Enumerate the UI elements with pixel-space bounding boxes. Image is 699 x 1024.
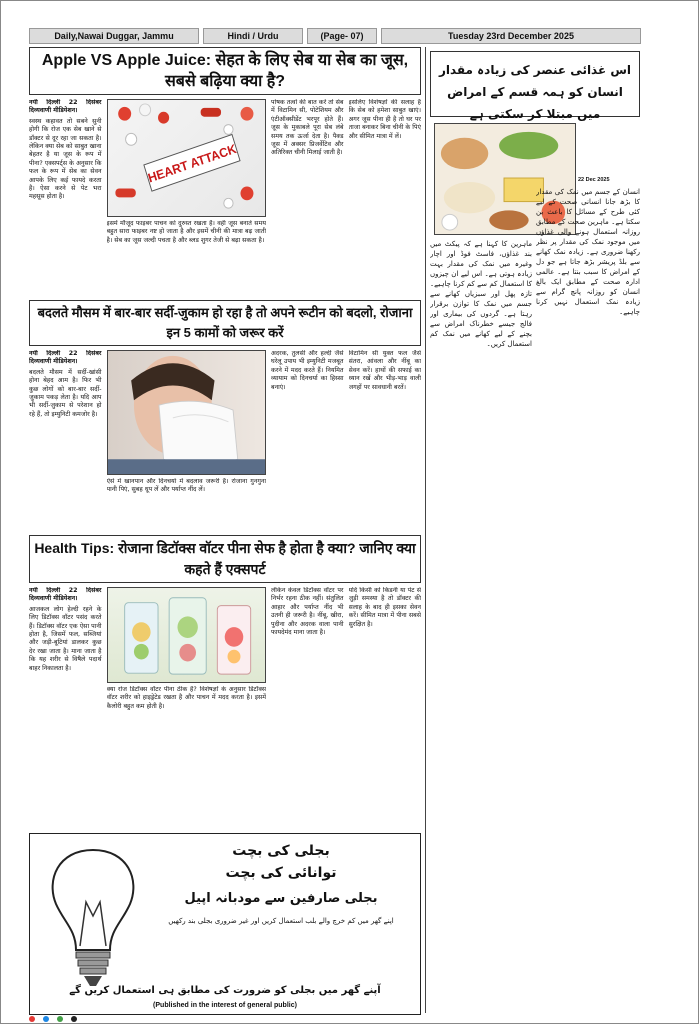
article-text: पोषक तत्वों की बात करें तो सेब में विटामिन सी, पोटेशियम और एंटीऑक्सीडेंट भरपूर होते हैं। जूस के मुकाबले पूरा सेब लंबे समय तक ऊर्जा देता है। पैक्ड जूस में अक्सर प्रिजर्वेटिव और अतिरिक्त चीनी मिलाई जाती है। — [271, 99, 344, 157]
title-english: Apple VS Apple Juice: — [41, 52, 212, 69]
right-urdu-column — [425, 47, 643, 1013]
dot-blue — [43, 1016, 49, 1022]
dateline: नयी दिल्ली 22 दिसंबर दिव्यवाणी मीडियेशन। — [29, 587, 102, 603]
urdu-text-left: ماہرین کا کہنا ہے کہ پیکٹ میں بند غذاؤں، فاسٹ فوڈ اور اچار وغیرہ میں نمک کی مقدار بہت زیادہ ہوتی ہے۔ اس لیے ان چیزوں کا استعمال کم سے کم کرنا چاہیے۔ تازہ پھل اور سبزیاں کھانے سے جسم میں نمک کا توازن برقرار رہتا ہے۔ گردوں کی بیماری اور فالج جیسے خطرناک امراض سے بچنے کے لیے کھانے میں نمک کم استعمال کریں۔ — [430, 240, 532, 348]
urdu-text-right: انسان کے جسم میں نمک کی مقدار کا بڑھ جانا انسانی صحت کے لیے کئی طرح کے مسائل کا باعث بن سکتا ہے۔ ماہرین صحت کے مطابق روزانہ استعمال ہونے والی غذاؤں میں موجود نمک کی مقدار پر نظر رکھنا ضروری ہے۔ زیادہ نمک کھانے سے بلڈ پریشر بڑھ جاتا ہے جو دل کے امراض کا سبب بنتا ہے۔ عالمی ادارہ صحت کے مطابق ایک بالغ انسان کو روزانہ پانچ گرام سے زیادہ نمک استعمال نہیں کرنا چاہیے۔ — [536, 188, 640, 316]
light-bulb-icon — [38, 842, 148, 992]
article-text: ऐसे में खानपान और दिनचर्या में बदलाव जरूरी है। रोजाना गुनगुना पानी पिएं, सुबह धूप लें और पर्याप्त नींद लें। — [106, 478, 266, 494]
sneezing-child-image — [107, 350, 267, 475]
language-label: Hindi / Urdu — [203, 28, 303, 44]
article-detox — [29, 535, 421, 825]
article-apple — [29, 47, 421, 295]
heart-attack-label: HEART ATTACK — [145, 141, 238, 186]
page-header — [29, 28, 641, 44]
article-text: यदि किसी को किडनी या पेट से जुड़ी समस्या है तो डॉक्टर की सलाह के बाद ही इसका सेवन करें। सीमित मात्रा में पीना सबसे सुरक्षित है। — [348, 587, 421, 628]
dateline: नयी दिल्ली 22 दिसंबर दिव्यवाणी मीडियेशन। — [29, 99, 102, 115]
title-hindi: सेहत के लिए सेब या सेब का जूस, सबसे बढ़िया क्या है? — [164, 52, 409, 90]
article-cold-title: बदलते मौसम में बार-बार सर्दी-जुकाम हो रहा है तो अपने रूटीन को बदलो, रोजाना इन 5 कामों को जरूर करें — [29, 300, 421, 346]
dateline: नयी दिल्ली 22 दिसंबर दिव्यवाणी मीडियेशन। — [29, 350, 102, 366]
electricity-saving-ad — [29, 833, 421, 1015]
article-text: आजकल लोग हेल्दी रहने के लिए डिटॉक्स वॉटर पसंद करते हैं। डिटॉक्स वॉटर एक ऐसा पानी होता है, जिसमें फल, सब्जियां और जड़ी-बूटियां डालकर कुछ देर रखा जाता है। माना जाता है कि यह शरीर से विषैले पदार्थ बाहर निकालता है। — [29, 605, 102, 672]
footer-dots — [29, 1015, 641, 1023]
title-hindi: रोजाना डिटॉक्स वॉटर पीना सेफ है होता है क्या? जानिए क्या कहते हैं एक्सपर्ट — [114, 540, 416, 577]
article-detox-title — [29, 535, 421, 583]
article-text: बदलते मौसम में सर्दी-खांसी होना बेहद आम है। फिर भी कुछ लोगों को बार-बार सर्दी-जुकाम पकड़ लेता है। यदि आप भी सर्दी-जुकाम से परेशान हो रहे हैं, तो इम्युनिटी कमजोर है। — [29, 368, 102, 418]
dot-green — [57, 1016, 63, 1022]
ad-footer: (Published in the interest of general public) — [153, 1002, 297, 1009]
dot-black — [71, 1016, 77, 1022]
paper-name: Daily,Nawai Duggar, Jammu — [29, 28, 199, 44]
article-apple-col1 — [29, 99, 102, 289]
pills-heart-image — [107, 99, 267, 217]
article-text: विटामिन सी युक्त फल जैसे संतरा, आंवला और नींबू का सेवन करें। हाथों की सफाई का ध्यान रखें और भीड़-भाड़ वाली जगहों पर सावधानी बरतें। — [348, 350, 421, 391]
ad-slogan: آپنے گھر میں بجلی کو ضرورت کی مطابق ہی استعمال کریں گے — [69, 985, 381, 996]
urdu-date: 22 Dec 2025 — [578, 177, 610, 183]
article-text: स्वस्थ कहावत तो सबने सुनी होगी कि रोज एक सेब खाने से डॉक्टर से दूर रहा जा सकता है। लेकिन क्या सेब को साबुत खाना बेहतर है या जूस के रूप में पीना? एक्सपर्ट्स के अनुसार कि फल के रूप में सेब का सेवन आपके लिए कई फायदे करता है। ऐसा करने से पेट भरा महसूस होता है। — [29, 117, 102, 201]
article-text: क्या रोज डिटॉक्स वॉटर पीना ठीक है? विशेषज्ञों के अनुसार डिटॉक्स वॉटर शरीर को हाइड्रेटेड रखता है और पाचन में मदद करता है। इसमें कैलोरी बहुत कम होती है। — [106, 686, 266, 710]
ad-text: اپنے گھر میں کم خرچ والے بلب استعمال کریں اور غیر ضروری بجلی بند رکھیں — [168, 917, 394, 925]
issue-date: Tuesday 23rd December 2025 — [381, 28, 641, 44]
article-text: इसलिए विशेषज्ञों की सलाह है कि सेब को हमेशा साबुत खाएं। अगर जूस पीना ही है तो घर पर ताजा बनाकर बिना चीनी के पिएं और सीमित मात्रा में लें। — [348, 99, 421, 140]
page-number: (Page- 07) — [307, 28, 377, 44]
article-detox-col1 — [29, 587, 102, 825]
ad-heading: بجلی کی بچت — [232, 843, 330, 859]
ad-appeal: بجلی صارفین سے مودبانہ اپیل — [184, 891, 378, 906]
article-cold — [29, 300, 421, 530]
article-text: अदरक, तुलसी और हल्दी जैसे घरेलू उपाय भी इम्युनिटी मजबूत करने में मदद करते हैं। नियमित व्यायाम को दिनचर्या का हिस्सा बनाएं। — [271, 350, 344, 391]
article-text: इसमें मौजूद फाइबर पाचन को दुरुस्त रखता है। वहीं जूस बनाते समय बहुत सारा फाइबर नष्ट हो जाता है और इसमें चीनी की मात्रा बढ़ जाती है। सेब का जूस जल्दी पचता है और ब्लड शुगर तेजी से बढ़ा सकता है। — [106, 220, 266, 244]
urdu-headline: اس غذائی عنصر کی زیادہ مقدار انسان کو ہمہ قسم کے امراض میں مبتلا کر سکتی ہے — [438, 63, 632, 121]
detox-water-image — [107, 587, 267, 683]
article-apple-title — [29, 47, 421, 95]
ad-subheading: توانائی کی بچت — [225, 865, 337, 881]
title-english: Health Tips: — [34, 540, 115, 556]
article-cold-col1 — [29, 350, 102, 530]
dot-red — [29, 1016, 35, 1022]
article-text: लेकिन केवल डिटॉक्स वॉटर पर निर्भर रहना ठीक नहीं। संतुलित आहार और पर्याप्त नींद भी उतनी ही जरूरी है। नींबू, खीरा, पुदीना और अदरक वाला पानी फायदेमंद माना जाता है। — [271, 587, 344, 637]
